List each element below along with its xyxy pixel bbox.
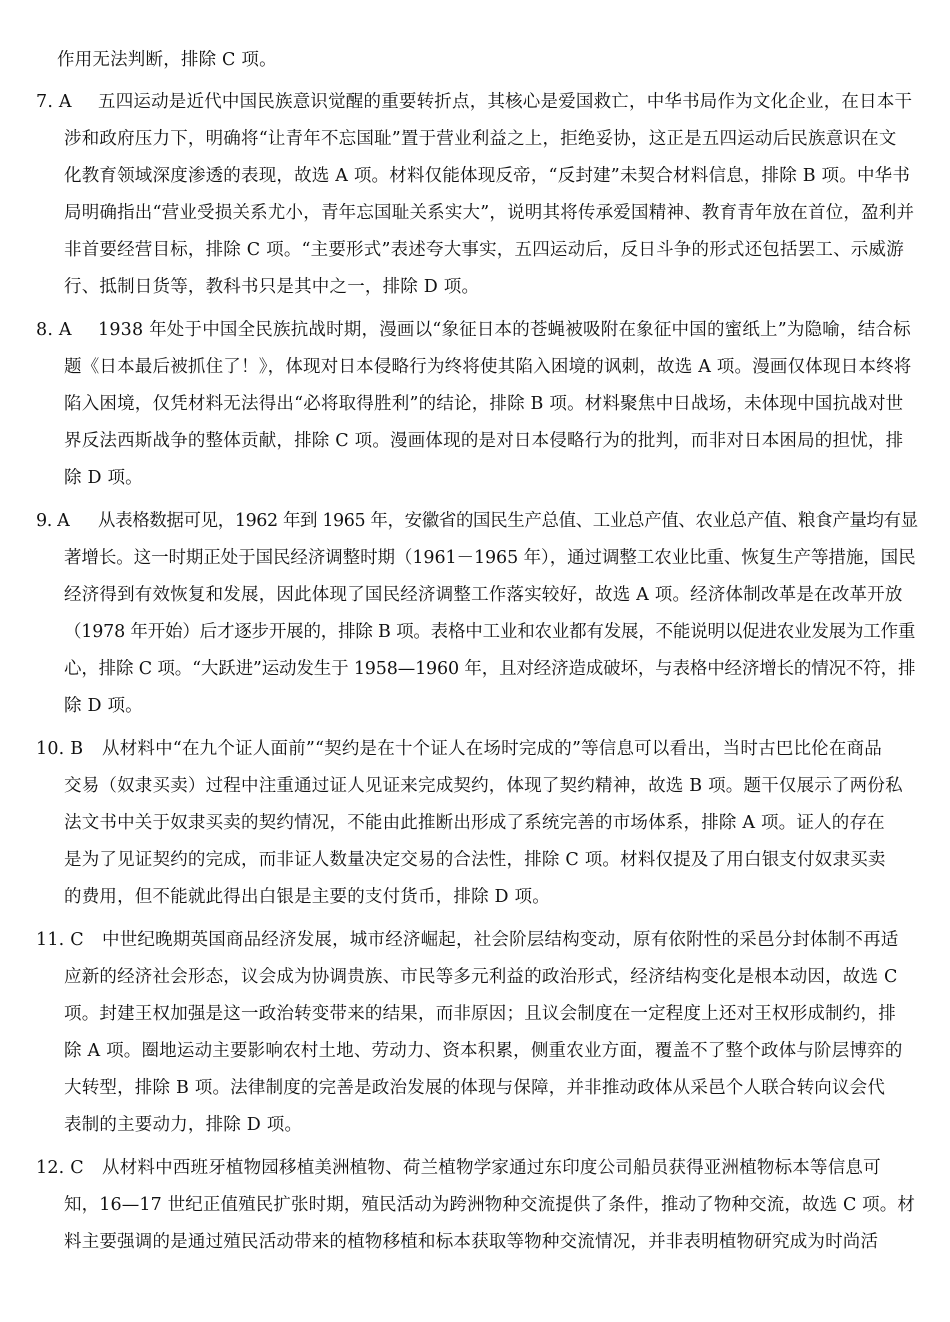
answer-7-line: 非首要经营目标，排除 C 项。“主要形式”表述夸大事实，五四运动后，反日斗争的形式还包括罢工、示威游 — [64, 240, 904, 260]
answer-11-text: 中世纪晚期英国商品经济发展，城市经济崛起，社会阶层结构变动，原有依附性的采邑分封体制不再适 — [102, 930, 899, 950]
answer-10-line: 的费用，但不能就此得出白银是主要的支付货币，排除 D 项。 — [64, 887, 550, 907]
answer-8-text: 1938 年处于中国全民族抗战时期，漫画以“象征日本的苍蝇被吸附在象征中国的蜜纸上”为隐喻，结合标 — [98, 320, 911, 340]
answer-9-text: 从表格数据可见，1962 年到 1965 年，安徽省的国民生产总值、工业总产值、农业总产值、粮食产量均有显 — [98, 511, 918, 531]
answer-8-line: 除 D 项。 — [64, 468, 143, 488]
answer-7-label: 7. A — [36, 92, 72, 112]
answer-12-first-line — [36, 1156, 881, 1180]
answer-11-line: 项。封建王权加强是这一政治转变带来的结果，而非原因；且议会制度在一定程度上还对王权形成制约，排 — [64, 1004, 896, 1024]
answer-9-line: 著增长。这一时期正处于国民经济调整时期（1961－1965 年），通过调整工农业比重、恢复生产等措施，国民 — [64, 548, 916, 568]
answer-10-line: 交易（奴隶买卖）过程中注重通过证人见证来完成契约，体现了契约精神，故选 B 项。题干仅展示了两份私 — [64, 776, 903, 796]
answer-11-first-line — [36, 928, 899, 952]
answer-8-line: 题《日本最后被抓住了！》，体现对日本侵略行为终将使其陷入困境的讽刺，故选 A 项。漫画仅体现日本终将 — [64, 357, 912, 377]
answer-8-label: 8. A — [36, 320, 72, 340]
answer-11-label: 11. C — [36, 930, 84, 950]
answer-10-first-line — [36, 737, 882, 761]
answer-11-line: 应新的经济社会形态，议会成为协调贵族、市民等多元利益的政治形式，经济结构变化是根本动因，故选 C — [64, 967, 898, 987]
answer-7-line: 涉和政府压力下，明确将“让青年不忘国耻”置于营业利益之上，拒绝妥协，这正是五四运动后民族意识在文 — [64, 129, 897, 149]
answer-7-line: 行、抵制日货等，教科书只是其中之一，排除 D 项。 — [64, 277, 480, 297]
answer-11-line: 除 A 项。圈地运动主要影响农村土地、劳动力、资本积累，侧重农业方面，覆盖不了整个政体与阶层博弈的 — [64, 1041, 903, 1061]
answer-7-text: 五四运动是近代中国民族意识觉醒的重要转折点，其核心是爱国救亡，中华书局作为文化企业，在日本干 — [98, 92, 913, 112]
answer-10-label: 10. B — [36, 739, 84, 759]
answer-11-line: 表制的主要动力，排除 D 项。 — [64, 1115, 303, 1135]
answer-9-first-line — [36, 509, 918, 533]
answer-7-line: 局明确指出“营业受损关系尤小，青年忘国耻关系实大”，说明其将传承爱国精神、教育青年放在首位，盈利并 — [64, 203, 915, 223]
answer-7-first-line — [36, 90, 912, 114]
answer-12-line: 料主要强调的是通过殖民活动带来的植物移植和标本获取等物种交流情况，并非表明植物研究成为时尚活 — [64, 1232, 879, 1252]
answer-12-label: 12. C — [36, 1158, 84, 1178]
answer-9-line: 经济得到有效恢复和发展，因此体现了国民经济调整工作落实较好，故选 A 项。经济体制改革是在改革开放 — [64, 585, 903, 605]
answer-11-line: 大转型，排除 B 项。法律制度的完善是政治发展的体现与保障，并非推动政体从采邑个人联合转向议会代 — [64, 1078, 886, 1098]
answer-9-line: 除 D 项。 — [64, 696, 143, 716]
answer-12-text: 从材料中西班牙植物园移植美洲植物、荷兰植物学家通过东印度公司船员获得亚洲植物标本等信息可 — [102, 1158, 881, 1178]
answer-7-line: 化教育领域深度渗透的表现，故选 A 项。材料仅能体现反帝，“反封建”未契合材料信息，排除 B 项。中华书 — [64, 166, 911, 186]
answer-10-line: 法文书中关于奴隶买卖的契约情况，不能由此推断出形成了系统完善的市场体系，排除 A 项。证人的存在 — [64, 813, 885, 833]
answer-10-line: 是为了见证契约的完成，而非证人数量决定交易的合法性，排除 C 项。材料仅提及了用白银支付奴隶买卖 — [64, 850, 886, 870]
answer-9-label: 9. A — [36, 511, 70, 531]
answer-9-line: （1978 年开始）后才逐步开展的，排除 B 项。表格中工业和农业都有发展，不能说明以促进农业发展为工作重 — [64, 622, 916, 642]
answer-8-line: 界反法西斯战争的整体贡献，排除 C 项。漫画体现的是对日本侵略行为的批判，而非对日本困局的担忧，排 — [64, 431, 904, 451]
answer-8-line: 陷入困境，仅凭材料无法得出“必将取得胜利”的结论，排除 B 项。材料聚焦中日战场，未体现中国抗战对世 — [64, 394, 904, 414]
answer-8-first-line — [36, 318, 911, 342]
intro-line: 作用无法判断，排除 C 项。 — [57, 50, 277, 70]
answer-10-text: 从材料中“在九个证人面前”“契约是在十个证人在场时完成的”等信息可以看出，当时古巴比伦在商品 — [102, 739, 882, 759]
answer-12-line: 知，16—17 世纪正值殖民扩张时期，殖民活动为跨洲物种交流提供了条件，推动了物种交流，故选 C 项。材 — [64, 1195, 916, 1215]
answer-9-line: 心，排除 C 项。“大跃进”运动发生于 1958—1960 年，且对经济造成破坏，与表格中经济增长的情况不符，排 — [64, 659, 916, 679]
